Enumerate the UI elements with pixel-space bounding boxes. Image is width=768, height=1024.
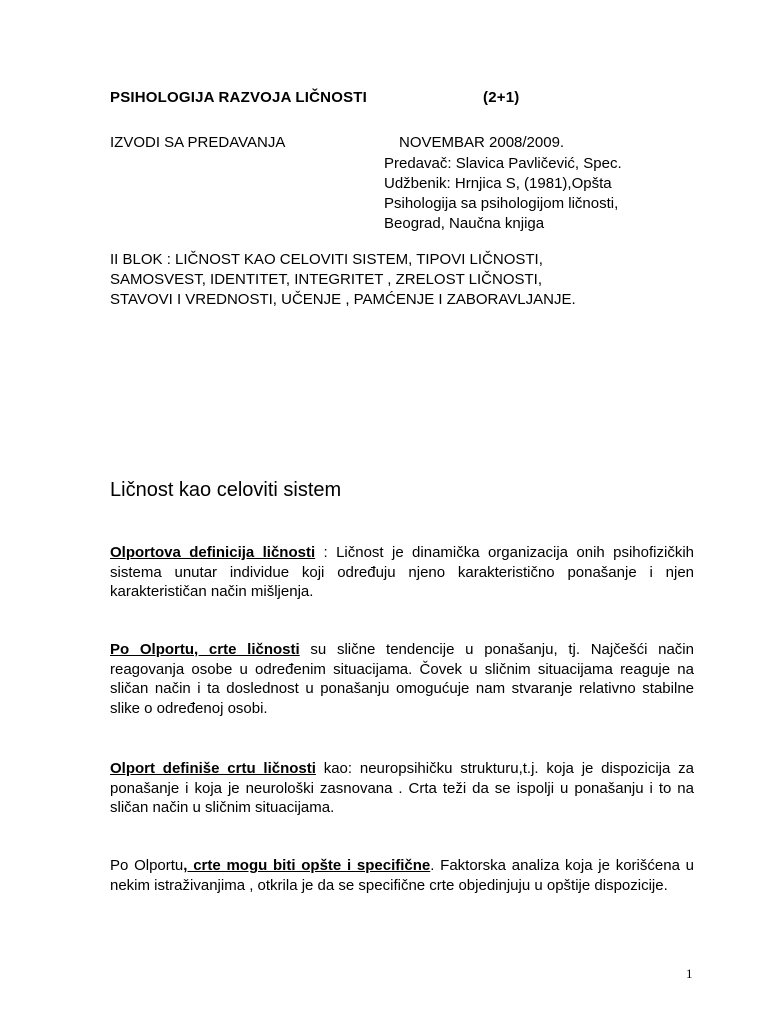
paragraph — [110, 856, 694, 895]
block-line: STAVOVI I VREDNOSTI, UČENJE , PAMĆENJE I ZABORAVLJANJE. — [110, 291, 576, 308]
paragraph-lead: Olportova definicija ličnosti — [110, 544, 316, 561]
section-heading: Ličnost kao celoviti sistem — [110, 479, 342, 501]
paragraph — [110, 759, 694, 818]
meta-line: Beograd, Naučna knjiga — [384, 215, 545, 232]
block-line: II BLOK : LIČNOST KAO CELOVITI SISTEM, TIPOVI LIČNOSTI, — [110, 251, 543, 268]
lecture-meta — [384, 154, 622, 234]
paragraph-lead: Po Olportu, crte ličnosti — [110, 641, 300, 658]
title-text: PSIHOLOGIJA RAZVOJA LIČNOSTI — [110, 89, 368, 106]
paragraph-lead: Olport definiše crtu ličnosti — [110, 760, 316, 777]
paragraph-text: kao: neuropsihičku strukturu,t.j. koja je dispozicija za ponašanje i koja je neurološki zasnovana . Crta teži da se ispolji u ponašanju i to na sličan način u sličnim situacijama. — [110, 760, 694, 816]
document-title — [110, 89, 520, 106]
paragraph — [110, 640, 694, 718]
paragraph-pre: Po Olportu — [110, 857, 184, 874]
paragraph-text: : Ličnost je dinamička organizacija onih psihofizičkih sistema unutar individue koji određuju njeno karakteristično ponašanje i njen karakterističan način mišljenja. — [110, 544, 695, 600]
meta-line: Psihologija sa psihologijom ličnosti, — [384, 195, 619, 212]
date-label: NOVEMBAR 2008/2009. — [399, 134, 565, 151]
paragraph — [110, 543, 694, 602]
paragraph-text: . Faktorska analiza koja je korišćena u nekim istraživanjima , otkrila je da se specifične crte objedinjuju u opštije dispozicije. — [110, 857, 694, 894]
lecture-notes-label: IZVODI SA PREDAVANJA — [110, 134, 286, 151]
meta-line: Udžbenik: Hrnjica S, (1981),Opšta — [384, 175, 612, 192]
block-line: SAMOSVEST, IDENTITET, INTEGRITET , ZRELOST LIČNOSTI, — [110, 271, 543, 288]
meta-line: Predavač: Slavica Pavličević, Spec. — [384, 155, 622, 172]
paragraph-text: su slične tendencije u ponašanju, tj. Najčešći način reagovanja osobe u određenim situacijama. Čovek u sličnim situacijama reaguje na sličan način i ta doslednost u ponašanju omogućuje nam stvaranje relativno stabilne slike o određenoj osobi. — [110, 641, 694, 717]
course-code: (2+1) — [483, 89, 520, 106]
paragraph-lead: , crte mogu biti opšte i specifične — [183, 857, 431, 874]
page-number: 1 — [686, 966, 693, 981]
block-topics — [110, 250, 690, 310]
